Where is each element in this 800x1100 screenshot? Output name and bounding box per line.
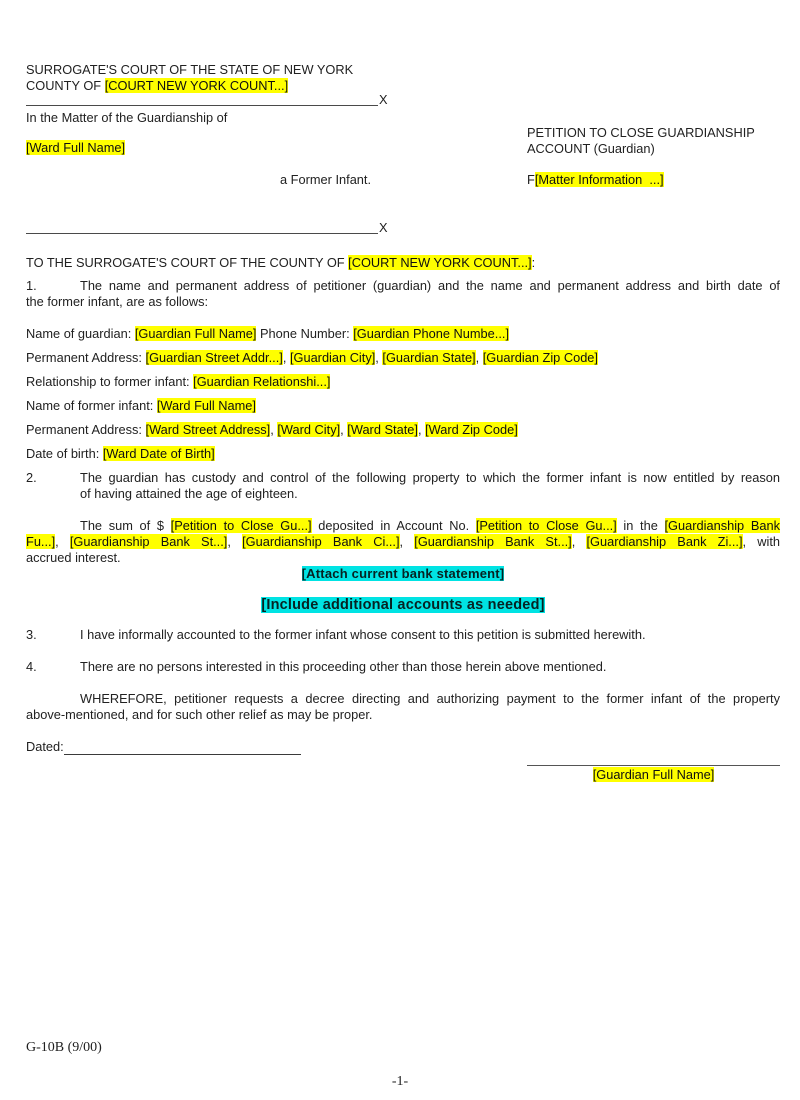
field-line-guardian-name-phone bbox=[26, 326, 780, 342]
note-include-additional-accounts bbox=[26, 597, 780, 613]
paragraph-2 bbox=[26, 470, 780, 502]
placeholder-field[interactable]: [Guardian Relationshi...] bbox=[193, 374, 331, 389]
placeholder-field[interactable]: [Guardian Full Name] bbox=[134, 326, 257, 341]
field-line-ward-name bbox=[26, 398, 780, 414]
placeholder-field[interactable]: [Attach current bank statement] bbox=[301, 566, 505, 581]
text-segment: The sum of $ bbox=[80, 518, 171, 533]
text-segment: , bbox=[270, 422, 278, 437]
sum-paragraph-line1 bbox=[26, 518, 780, 534]
text-segment: Phone Number: bbox=[256, 326, 354, 341]
placeholder-field[interactable]: [Guardian City] bbox=[289, 350, 376, 365]
text-segment: , bbox=[475, 350, 483, 365]
paragraph-3-text: I have informally accounted to the former infant whose consent to this petition is submitted herewith. bbox=[80, 627, 646, 642]
placeholder-field[interactable]: [Guardianship Bank bbox=[664, 518, 781, 533]
signature-name bbox=[527, 767, 780, 783]
text-segment: , bbox=[227, 534, 243, 549]
salutation-line bbox=[26, 255, 780, 271]
text-segment: COUNTY OF bbox=[26, 78, 105, 93]
wherefore-paragraph bbox=[26, 691, 780, 723]
wherefore-line2: above-mentioned, and for such other relief as may be proper. bbox=[26, 707, 373, 722]
placeholder-field[interactable]: [Guardianship Bank Zi...] bbox=[586, 534, 743, 549]
paragraph-4 bbox=[26, 659, 780, 675]
paragraph-number: 2. bbox=[26, 470, 37, 485]
placeholder-field[interactable]: [Guardianship Bank Ci...] bbox=[242, 534, 400, 549]
paragraph-3 bbox=[26, 627, 780, 643]
caption-rule-top bbox=[26, 90, 388, 107]
text-segment: in the bbox=[616, 518, 665, 533]
wherefore-line1: WHEREFORE, petitioner requests a decree directing and authorizing payment to the former infant of the property bbox=[80, 691, 780, 706]
rule-x-mark: X bbox=[379, 92, 388, 107]
paragraph-4-text: There are no persons interested in this proceeding other than those herein above mentioned. bbox=[80, 659, 607, 674]
paragraph-number: 4. bbox=[26, 659, 37, 674]
placeholder-field[interactable]: [Ward Date of Birth] bbox=[102, 446, 215, 461]
field-line-guardian-address bbox=[26, 350, 780, 366]
dated-fill-in-line[interactable] bbox=[64, 742, 301, 755]
paragraph-2-line1: The guardian has custody and control of the following property to which the former infant is now entitled by reason bbox=[80, 470, 780, 485]
dated-row bbox=[26, 739, 780, 755]
sum-paragraph-line2 bbox=[26, 534, 780, 550]
dated-label: Dated: bbox=[26, 739, 64, 754]
paragraph-2-line2: of having attained the age of eighteen. bbox=[80, 486, 298, 501]
placeholder-field[interactable]: [Guardian Phone Numbe...] bbox=[353, 326, 510, 341]
placeholder-field[interactable]: [Guardian State] bbox=[382, 350, 476, 365]
placeholder-field[interactable]: [COURT NEW YORK COUNT...] bbox=[348, 255, 532, 270]
text-segment: , bbox=[375, 350, 383, 365]
text-segment: Name of guardian: bbox=[26, 326, 135, 341]
text-segment: , bbox=[417, 422, 426, 437]
placeholder-field[interactable]: [Ward Full Name] bbox=[156, 398, 256, 413]
file-number-line bbox=[527, 172, 664, 188]
caption-rule-bottom bbox=[26, 218, 388, 235]
field-line-ward-address bbox=[26, 422, 780, 438]
paragraph-1-line1 bbox=[26, 278, 780, 294]
former-infant-line: a Former Infant. bbox=[280, 172, 372, 187]
field-line-ward-dob bbox=[26, 446, 780, 462]
placeholder-field[interactable]: [Guardianship Bank St...] bbox=[69, 534, 228, 549]
sum-paragraph bbox=[26, 518, 780, 566]
form-number: G-10B (9/00) bbox=[26, 1040, 102, 1055]
text-segment: Permanent Address: bbox=[26, 350, 146, 365]
text-segment: TO THE SURROGATE'S COURT OF THE COUNTY OF bbox=[26, 255, 349, 270]
paragraph-1 bbox=[26, 278, 780, 310]
horizontal-rule bbox=[26, 92, 378, 106]
text-segment: , bbox=[399, 534, 415, 549]
petition-title bbox=[527, 125, 787, 157]
horizontal-rule bbox=[26, 220, 378, 234]
text-segment: accrued interest. bbox=[26, 550, 121, 565]
matter-line: In the Matter of the Guardianship of bbox=[26, 110, 228, 125]
text-segment: , bbox=[340, 422, 348, 437]
paragraph-number: 1. bbox=[26, 278, 37, 293]
signature-block bbox=[527, 765, 780, 783]
placeholder-field[interactable]: [Include additional accounts as needed] bbox=[261, 597, 545, 613]
placeholder-field[interactable]: [Ward Full Name] bbox=[26, 140, 126, 155]
placeholder-field[interactable]: [COURT NEW YORK COUNT...] bbox=[104, 78, 289, 93]
text-segment: Name of former infant: bbox=[26, 398, 157, 413]
placeholder-field[interactable]: [Guardianship Bank St...] bbox=[414, 534, 572, 549]
rule-x-mark: X bbox=[379, 220, 388, 235]
text-segment: : bbox=[531, 255, 536, 270]
text-segment: Permanent Address: bbox=[26, 422, 146, 437]
text-segment: , bbox=[55, 534, 70, 549]
document-body bbox=[26, 247, 780, 783]
placeholder-field[interactable]: [Guardian Street Addr...] bbox=[145, 350, 283, 365]
text-segment: , bbox=[571, 534, 587, 549]
placeholder-field[interactable]: [Guardian Full Name] bbox=[592, 767, 715, 782]
text-segment: Date of birth: bbox=[26, 446, 103, 461]
field-line-relationship bbox=[26, 374, 780, 390]
placeholder-field[interactable]: [Ward City] bbox=[277, 422, 341, 437]
court-name-line: SURROGATE'S COURT OF THE STATE OF NEW YORK bbox=[26, 62, 354, 77]
placeholder-field[interactable]: [Matter Information ...] bbox=[534, 172, 664, 187]
text-segment: deposited in Account No. bbox=[311, 518, 476, 533]
placeholder-field[interactable]: [Guardian Zip Code] bbox=[482, 350, 598, 365]
petition-title-line1: PETITION TO CLOSE GUARDIANSHIP bbox=[527, 125, 755, 140]
page-number: -1- bbox=[391, 1074, 409, 1089]
text-segment: Relationship to former infant: bbox=[26, 374, 194, 389]
paragraph-number: 3. bbox=[26, 627, 37, 642]
note-attach-bank-statement bbox=[26, 566, 780, 582]
placeholder-field[interactable]: [Ward State] bbox=[347, 422, 418, 437]
paragraph-1-line2: the former infant, are as follows: bbox=[26, 294, 209, 309]
petition-title-line2: ACCOUNT (Guardian) bbox=[527, 141, 655, 156]
placeholder-field[interactable]: [Ward Zip Code] bbox=[425, 422, 518, 437]
text-segment: , with bbox=[742, 534, 780, 549]
placeholder-field[interactable]: [Petition to Close Gu...] bbox=[170, 518, 312, 533]
sum-paragraph-line3 bbox=[26, 550, 780, 566]
paragraph-text: The name and permanent address of petitioner (guardian) and the name and permanent address and birth date of bbox=[80, 278, 780, 293]
placeholder-field[interactable]: Fu...] bbox=[26, 534, 56, 549]
text-segment: , bbox=[282, 350, 290, 365]
text-segment: F bbox=[527, 172, 535, 187]
ward-name-placeholder-line bbox=[26, 140, 125, 156]
placeholder-field[interactable]: [Ward Street Address] bbox=[145, 422, 271, 437]
placeholder-field[interactable]: [Petition to Close Gu...] bbox=[475, 518, 617, 533]
